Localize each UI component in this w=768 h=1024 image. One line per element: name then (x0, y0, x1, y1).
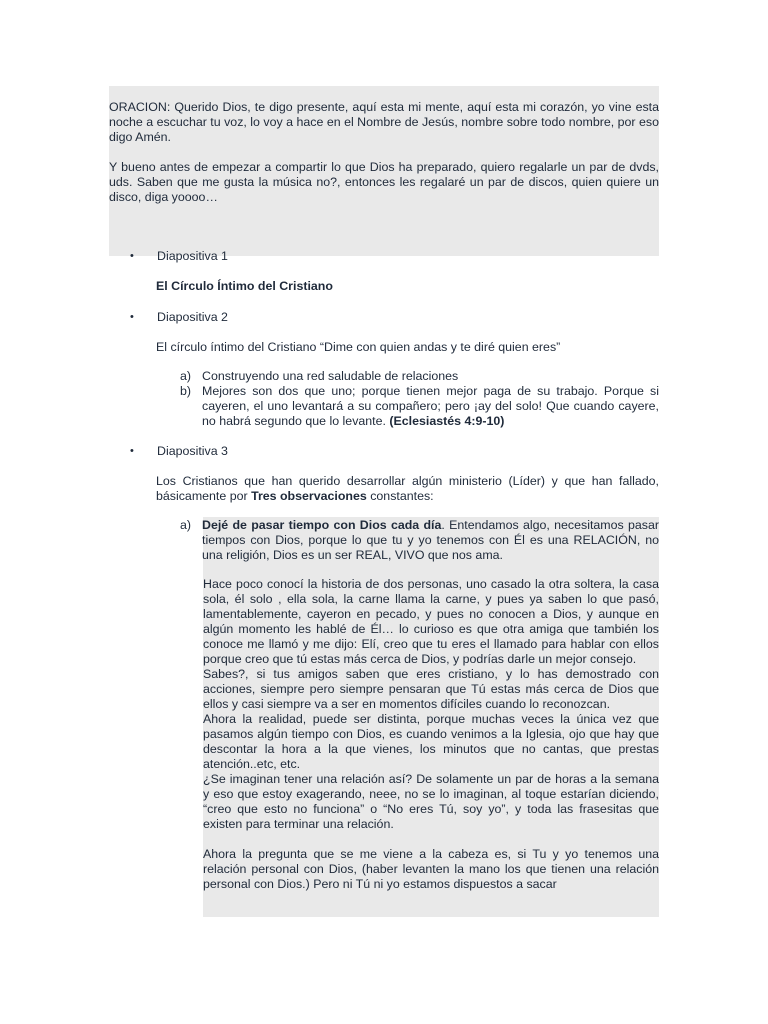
slide-3-text (156, 474, 659, 504)
slide-3-sentence (156, 474, 659, 504)
list-marker: a) (180, 369, 192, 383)
body-paragraph: Hace poco conocí la historia de dos personas, uno casado la otra soltera, la casa sola, él solo , ella sola, la carne llama la carne, y pues ya saben lo que pasó, lamentablemente, cayeron en pecado, y pues no conocen a Dios, y aunque en algún momento les hablé de Él… lo curioso es que otra amiga que también los conoce me llamó y me dijo: Elí, creo que tu eres el llamado para hablar con ellos porque creo que tú estas más cerca de Dios, y podrías darle un mejor consejo. (203, 577, 659, 666)
bullet-dot: • (130, 250, 134, 262)
list-item (180, 369, 659, 384)
text-part: constantes: (366, 489, 434, 503)
list-item-text: Mejores son dos que uno; porque tienen mejor paga de su trabajo. Porque si cayeren, el uno levantará a su compañero; pero ¡ay del solo! Que cuando cayere, no habrá segundo que lo levante. (202, 384, 659, 428)
gift-paragraph: Y bueno antes de empezar a compartir lo que Dios ha preparado, quiero regalarle un par de dvds, uds. Saben que me gusta la música no?, entonces les regalaré un par de discos, quien quiere un disco, diga yoooo… (109, 160, 659, 204)
body-paragraph: Ahora la pregunta que se me viene a la cabeza es, si Tu y yo tenemos una relación personal con Dios, (haber levanten la mano los que tienen una relación personal con Dios.) Pero ni Tú ni yo estamos dispuestos a sacar (203, 847, 659, 891)
slide-2-label: Diapositiva 2 (157, 310, 228, 324)
list-marker: b) (180, 384, 192, 398)
slide-3-label: Diapositiva 3 (157, 444, 228, 458)
list-item (180, 384, 659, 429)
slide-1-label: Diapositiva 1 (157, 249, 228, 263)
list-item-text: . Entendamos algo, necesitamos pasar tiempos con Dios, porque lo que tu y yo tenemos con Él es una RELACIÓN, no una religión, Dios es un ser REAL, VIVO que nos ama. (202, 518, 659, 562)
list-item-text: Construyendo una red saludable de relaciones (202, 369, 459, 383)
slide-2-sentence: El círculo íntimo del Cristiano “Dime con quien andas y te diré quien eres” (156, 340, 561, 354)
slide-3-list (180, 518, 659, 563)
bible-reference: (Eclesiastés 4:9-10) (389, 414, 505, 428)
body-paragraph: ¿Se imaginan tener una relación así? De solamente un par de horas a la semana y eso que estoy exagerando, neee, no se lo imaginan, al toque estarían diciendo, “creo que esto no funciona” o “No eres Tú, soy yo”, y toda las frasesitas que existen para terminar una relación. (203, 772, 659, 831)
intro-block (109, 86, 659, 246)
list-item (180, 518, 659, 563)
bullet-dot: • (130, 445, 134, 457)
text-part: Los Cristianos que han querido desarrollar algún ministerio (Líder) y que han fallado, básicamente por (156, 474, 659, 503)
slide-3-body (203, 577, 659, 892)
slide-1-title: El Círculo Íntimo del Cristiano (156, 279, 333, 293)
slide-2-list (180, 369, 659, 429)
body-paragraph: Ahora la realidad, puede ser distinta, porque muchas veces la única vez que pasamos algún tiempo con Dios, es cuando venimos a la Iglesia, ojo que hay que descontar la hora a la que vienes, los minutos que no cantas, que prestas atención..etc, etc. (203, 712, 659, 771)
slide-2-text (156, 340, 659, 355)
prayer-paragraph: ORACION: Querido Dios, te digo presente, aquí esta mi mente, aquí esta mi corazón, yo vine esta noche a escuchar tu voz, lo voy a hace en el Nombre de Jesús, nombre sobre todo nombre, por eso digo Amén. (109, 100, 659, 144)
body-paragraph: Sabes?, si tus amigos saben que eres cristiano, y lo has demostrado con acciones, siempre pero siempre pensaran que Tú estas más cerca de Dios que ellos y casi siempre va a ser en momentos difíciles cuando lo reconozcan. (203, 667, 659, 711)
bullet-dot: • (130, 311, 134, 323)
list-marker: a) (180, 518, 192, 532)
text-bold-part: Tres observaciones (251, 489, 367, 503)
list-item-bold: Dejé de pasar tiempo con Dios cada día (202, 518, 442, 532)
